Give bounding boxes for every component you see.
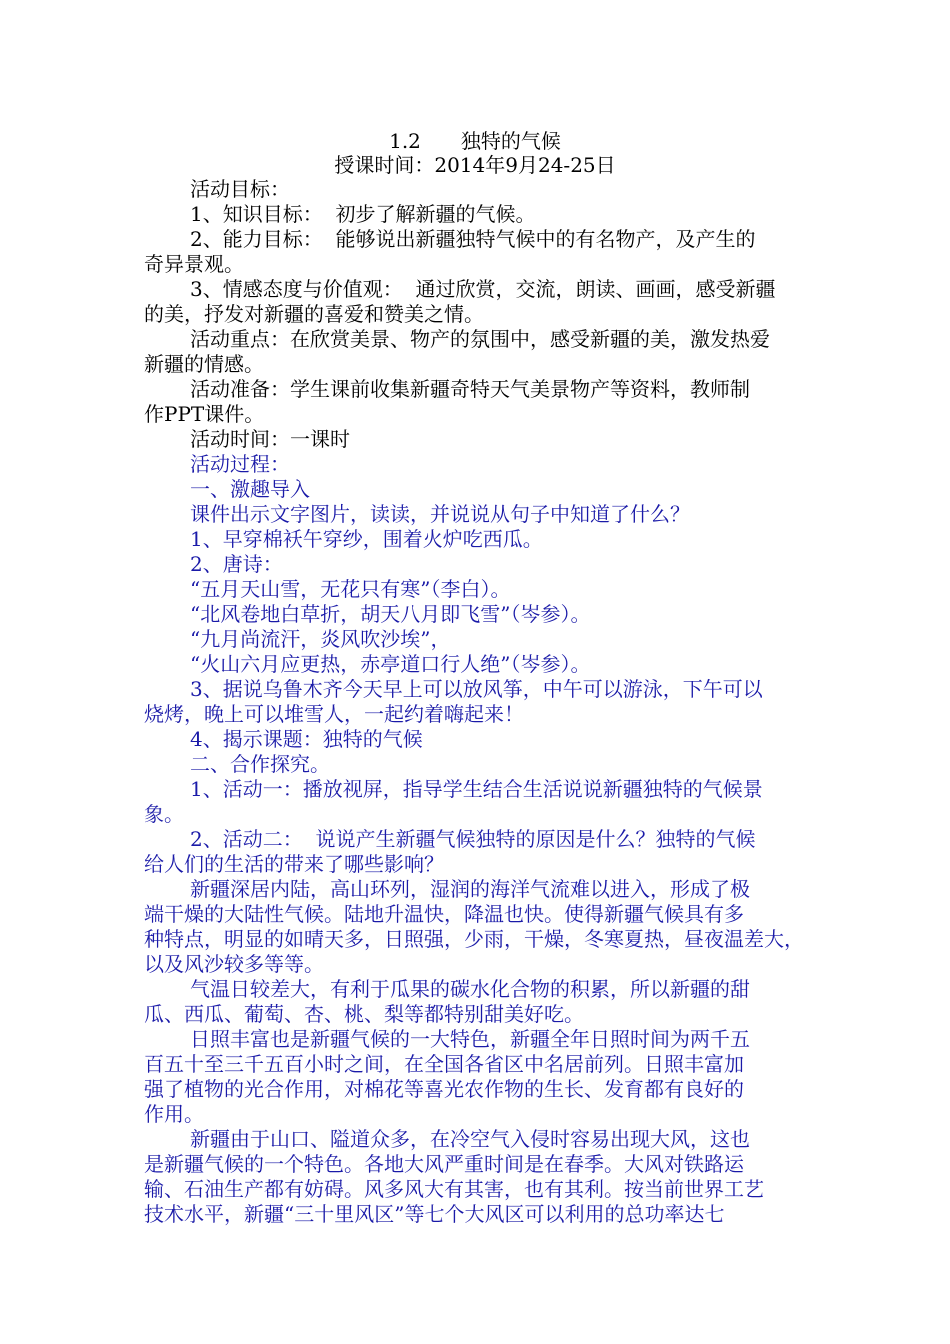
paragraph-line: 端干燥的大陆性气候。陆地升温快，降温也快。使得新疆气候具有多	[144, 902, 744, 926]
paragraph-line: 奇异景观。	[144, 252, 244, 276]
poem-line: “火山六月应更热，赤亭道口行人绝”（岑参）。	[190, 652, 591, 676]
paragraph-line: 2、活动二： 说说产生新疆气候独特的原因是什么？独特的气候	[190, 827, 756, 851]
paragraph-line: 新疆深居内陆，高山环列，湿润的海洋气流难以进入，形成了极	[190, 877, 750, 901]
paragraph-line: 1、活动一：播放视屏，指导学生结合生活说说新疆独特的气候景	[190, 777, 763, 801]
poem-line: “五月天山雪，无花只有寒”（李白）。	[190, 577, 511, 601]
paragraph-line: 烧烤，晚上可以堆雪人，一起约着嗨起来！	[144, 702, 524, 726]
paragraph-line: 2、唐诗：	[190, 552, 283, 576]
process-heading: 活动过程：	[190, 452, 290, 476]
lesson-time: 授课时间：2014年9月24-25日	[334, 153, 616, 177]
paragraph-line: 百五十至三千五百小时之间，在全国各省区中名居前列。日照丰富加	[144, 1052, 744, 1076]
paragraph-line: 是新疆气候的一个特色。各地大风严重时间是在春季。大风对铁路运	[144, 1152, 744, 1176]
paragraph-line: 活动准备：学生课前收集新疆奇特天气美景物产等资料，教师制	[190, 377, 750, 401]
paragraph-line: 给人们的生活的带来了哪些影响？	[144, 852, 444, 876]
paragraph-line: 新疆由于山口、隘道众多，在冷空气入侵时容易出现大风，这也	[190, 1127, 750, 1151]
paragraph-line: 作用。	[144, 1102, 204, 1126]
paragraph-line: 的美，抒发对新疆的喜爱和赞美之情。	[144, 302, 484, 326]
paragraph-line: 输、石油生产都有妨碍。风多风大有其害，也有其利。按当前世界工艺	[144, 1177, 764, 1201]
section-heading: 二、合作探究。	[190, 752, 330, 776]
paragraph-line: 气温日较差大，有利于瓜果的碳水化合物的积累，所以新疆的甜	[190, 977, 750, 1001]
section-heading: 一、激趣导入	[190, 477, 310, 501]
document-title: 1.2 独特的气候	[389, 129, 561, 153]
paragraph-line: 3、据说乌鲁木齐今天早上可以放风筝，中午可以游泳，下午可以	[190, 677, 763, 701]
paragraph-line: 日照丰富也是新疆气候的一大特色，新疆全年日照时间为两千五	[190, 1027, 750, 1051]
paragraph-line: 作PPT课件。	[144, 402, 265, 426]
paragraph-line: 活动重点：在欣赏美景、物产的氛围中，感受新疆的美，激发热爱	[190, 327, 770, 351]
paragraph-line: 3、情感态度与价值观： 通过欣赏，交流，朗读、画画，感受新疆	[190, 277, 776, 301]
paragraph-line: 4、揭示课题：独特的气候	[190, 727, 423, 751]
paragraph-line: 技术水平，新疆“三十里风区”等七个大风区可以利用的总功率达七	[144, 1202, 725, 1226]
paragraph-line: 种特点，明显的如晴天多，日照强，少雨，干燥，冬寒夏热，昼夜温差大，	[144, 927, 804, 951]
paragraph-line: 1、知识目标： 初步了解新疆的气候。	[190, 202, 536, 226]
paragraph-line: 瓜、西瓜、葡萄、杏、桃、梨等都特别甜美好吃。	[144, 1002, 584, 1026]
paragraph-line: 象。	[144, 802, 184, 826]
paragraph-line: 课件出示文字图片，读读，并说说从句子中知道了什么？	[190, 502, 690, 526]
paragraph-line: 1、早穿棉袄午穿纱，围着火炉吃西瓜。	[190, 527, 543, 551]
paragraph-line: 强了植物的光合作用，对棉花等喜光农作物的生长、发育都有良好的	[144, 1077, 744, 1101]
paragraph-line: 新疆的情感。	[144, 352, 264, 376]
paragraph-line: 活动时间：一课时	[190, 427, 350, 451]
paragraph-line: 以及风沙较多等等。	[144, 952, 324, 976]
poem-line: “北风卷地白草折，胡天八月即飞雪”（岑参）。	[190, 602, 591, 626]
paragraph-line: 2、能力目标： 能够说出新疆独特气候中的有名物产，及产生的	[190, 227, 756, 251]
poem-line: “九月尚流汗，炎风吹沙埃”，	[190, 627, 451, 651]
objectives-heading: 活动目标：	[190, 177, 290, 201]
